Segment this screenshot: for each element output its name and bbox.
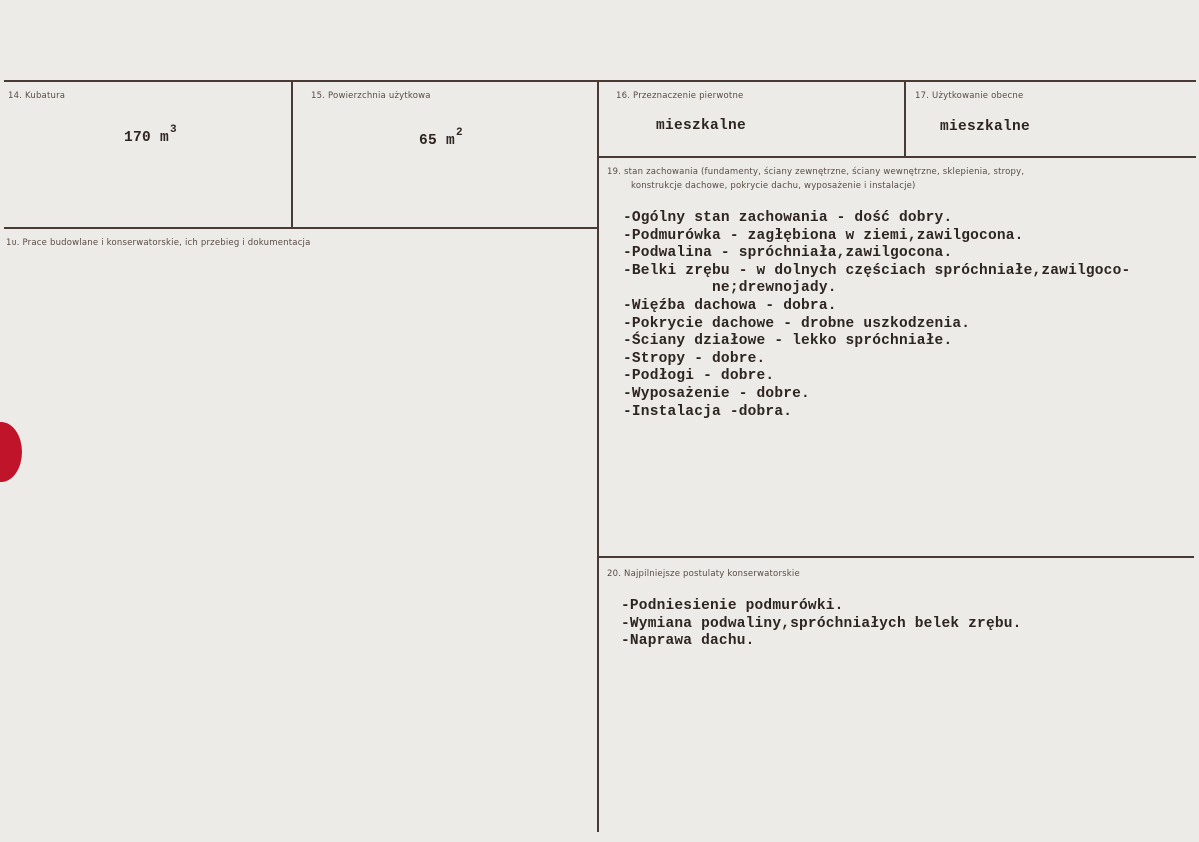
condition-line: -Belki zrębu - w dolnych częściach spróchniałe,zawilgoco-	[623, 262, 1131, 279]
field19-condition-list	[623, 210, 1130, 421]
field14-number: 170 m	[124, 130, 170, 146]
field20-label: 20. Najpilniejsze postulaty konserwatorskie	[607, 569, 800, 579]
condition-line: -Stropy - dobre.	[623, 350, 766, 367]
field14-value	[88, 114, 177, 162]
divider-14-15	[291, 80, 293, 228]
field15-number: 65 m	[419, 133, 456, 149]
condition-line: -Podwalina - spróchniała,zawilgocona.	[623, 245, 953, 262]
field14-unit-exponent: 3	[170, 124, 177, 136]
condition-line: -Podmurówka - zagłębiona w ziemi,zawilgocona.	[623, 227, 1024, 244]
field16-value: mieszkalne	[656, 118, 747, 134]
top-rule	[4, 80, 1196, 82]
condition-line: -Wyposażenie - dobre.	[623, 385, 810, 402]
field18-label: 1ᴜ. Prace budowlane i konserwatorskie, ich przebieg i dokumentacja	[6, 238, 311, 248]
condition-line: -Więźba dachowa - dobra.	[623, 297, 837, 314]
field15-value	[383, 117, 463, 165]
field16-label: 16. Przeznaczenie pierwotne	[616, 91, 744, 101]
condition-line: ne;drewnojady.	[623, 280, 837, 297]
field15-label: 15. Powierzchnia użytkowa	[311, 91, 431, 101]
field19-label-line2: konstrukcje dachowe, pokrycie dachu, wyposażenie i instalacje)	[631, 181, 916, 191]
field17-label: 17. Użytkowanie obecne	[915, 91, 1024, 101]
condition-line: -Ogólny stan zachowania - dość dobry.	[623, 210, 953, 226]
condition-line: -Podłogi - dobre.	[623, 368, 775, 385]
field17-value: mieszkalne	[940, 119, 1031, 135]
field15-unit-exponent: 2	[456, 127, 463, 139]
rule-field20	[598, 556, 1194, 558]
divider-16-17	[904, 80, 906, 157]
field20-postulates-list	[621, 598, 1022, 651]
rule-row1-right	[598, 156, 1196, 158]
postulate-line: -Naprawa dachu.	[621, 633, 755, 650]
condition-line: -Ściany działowe - lekko spróchniałe.	[623, 333, 953, 350]
rule-row1-left	[4, 227, 598, 229]
condition-line: -Pokrycie dachowe - drobne uszkodzenia.	[623, 315, 971, 332]
divider-center	[597, 80, 599, 832]
field19-label-line1: 19. stan zachowania (fundamenty, ściany zewnętrzne, ściany wewnętrzne, sklepienia, stropy,	[607, 167, 1025, 177]
condition-line: -Instalacja -dobra.	[623, 403, 793, 420]
red-stamp-mark	[0, 422, 22, 482]
postulate-line: -Podniesienie podmurówki.	[621, 598, 844, 614]
field14-label: 14. Kubatura	[8, 91, 66, 101]
postulate-line: -Wymiana podwaliny,spróchniałych belek zrębu.	[621, 615, 1022, 632]
